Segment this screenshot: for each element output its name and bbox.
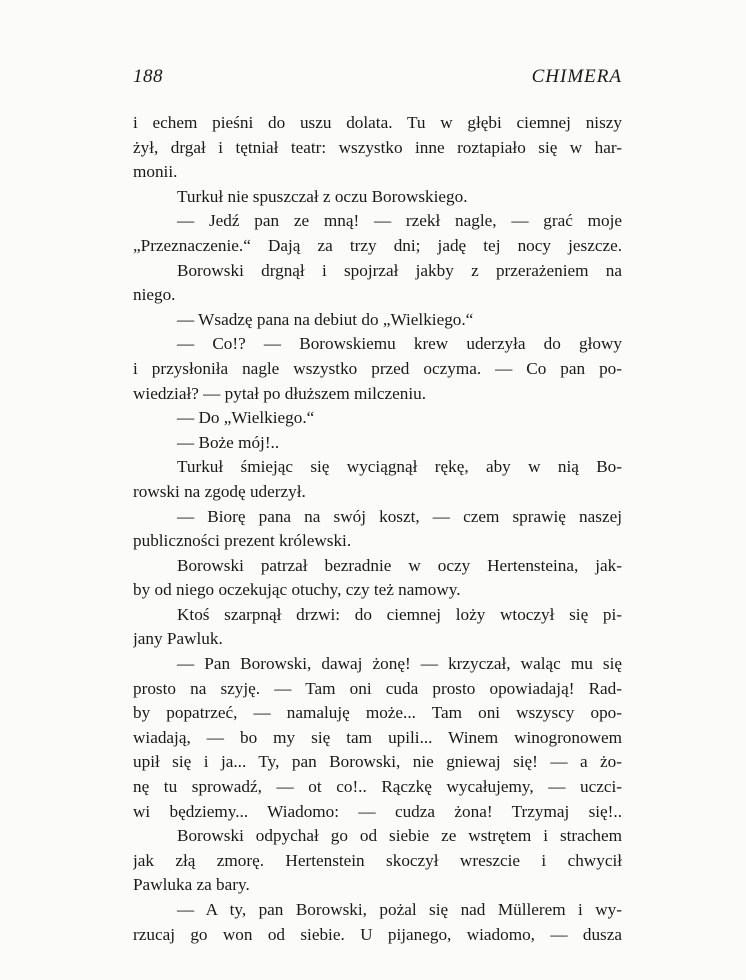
text-line: monii. bbox=[133, 162, 178, 182]
text-line: — Biorę pana na swój koszt, — czem sprawię naszej bbox=[177, 506, 622, 526]
text-line: nę tu sprowadź, — ot co!.. Rączkę wycałujemy, — uczci- bbox=[133, 777, 622, 797]
text-line: by od niego oczekując otuchy, czy też namowy. bbox=[133, 580, 461, 600]
text-line: jany Pawluk. bbox=[133, 629, 223, 649]
text-line: Borowski odpychał go od siebie ze wstrętem i strachem bbox=[177, 826, 622, 846]
text-line: Turkuł nie spuszczał z oczu Borowskiego. bbox=[177, 186, 468, 206]
text-line: i przysłoniła nagle wszystko przed oczyma. — Co pan po- bbox=[133, 358, 622, 378]
text-line: jak złą zmorę. Hertenstein skoczył wreszcie i chwycił bbox=[133, 850, 622, 870]
text-line: żył, drgał i tętniał teatr: wszystko inne roztapiało się w har- bbox=[133, 137, 622, 157]
page-number: 188 bbox=[133, 66, 163, 87]
text-line: — Boże mój!.. bbox=[177, 432, 280, 452]
text-line: — Jedź pan ze mną! — rzekł nagle, — grać moje bbox=[177, 211, 622, 231]
text-line: — Do „Wielkiego.“ bbox=[177, 408, 315, 428]
text-line: — A ty, pan Borowski, pożal się nad Müllerem i wy- bbox=[177, 900, 622, 919]
text-line: Turkuł śmiejąc się wyciągnął rękę, aby w nią Bo- bbox=[177, 457, 622, 477]
text-line: Pawluka za bary. bbox=[133, 875, 250, 895]
text-line: rowski na zgodę uderzył. bbox=[133, 481, 306, 501]
text-line: Ktoś szarpnął drzwi: do ciemnej loży wtoczył się pi- bbox=[177, 604, 622, 624]
text-line: — Co!? — Borowskiemu krew uderzyła do głowy bbox=[177, 334, 622, 354]
page-header bbox=[133, 66, 622, 92]
text-line: „Przeznaczenie.“ Dają za trzy dni; jadę tej nocy jeszcze. bbox=[133, 235, 622, 255]
text-line: publiczności prezent królewski. bbox=[133, 531, 352, 551]
text-line: wiedział? — pytał po dłuższem milczeniu. bbox=[133, 383, 427, 403]
text-line: i echem pieśni do uszu dolata. Tu w głębi ciemnej niszy bbox=[133, 113, 622, 132]
text-line: — Wsadzę pana na debiut do „Wielkiego.“ bbox=[177, 309, 474, 329]
text-line: prosto na szyję. — Tam oni cuda prosto opowiadają! Rad- bbox=[133, 678, 622, 698]
text-line: wi będziemy... Wiadomo: — cudza żona! Trzymaj się!.. bbox=[133, 801, 622, 821]
text-line: — Pan Borowski, dawaj żonę! — krzyczał, waląc mu się bbox=[177, 654, 622, 674]
running-title: CHIMERA bbox=[531, 66, 622, 87]
body-text bbox=[133, 111, 622, 947]
text-line: niego. bbox=[133, 285, 176, 305]
text-line: upił się i ja... Ty, pan Borowski, nie gniewaj się! — a żo- bbox=[133, 752, 622, 772]
text-line: by popatrzeć, — namaluję może... Tam oni wszyscy opo- bbox=[133, 703, 622, 723]
text-line: Borowski drgnął i spojrzał jakby z przerażeniem na bbox=[177, 260, 622, 280]
text-line: Borowski patrzał bezradnie w oczy Hertensteina, jak- bbox=[177, 555, 622, 575]
text-line: wiadają, — bo my się tam upili... Winem winogronowem bbox=[133, 727, 622, 747]
text-line: rzucaj go won od siebie. U pijanego, wiadomo, — dusza bbox=[133, 924, 622, 944]
